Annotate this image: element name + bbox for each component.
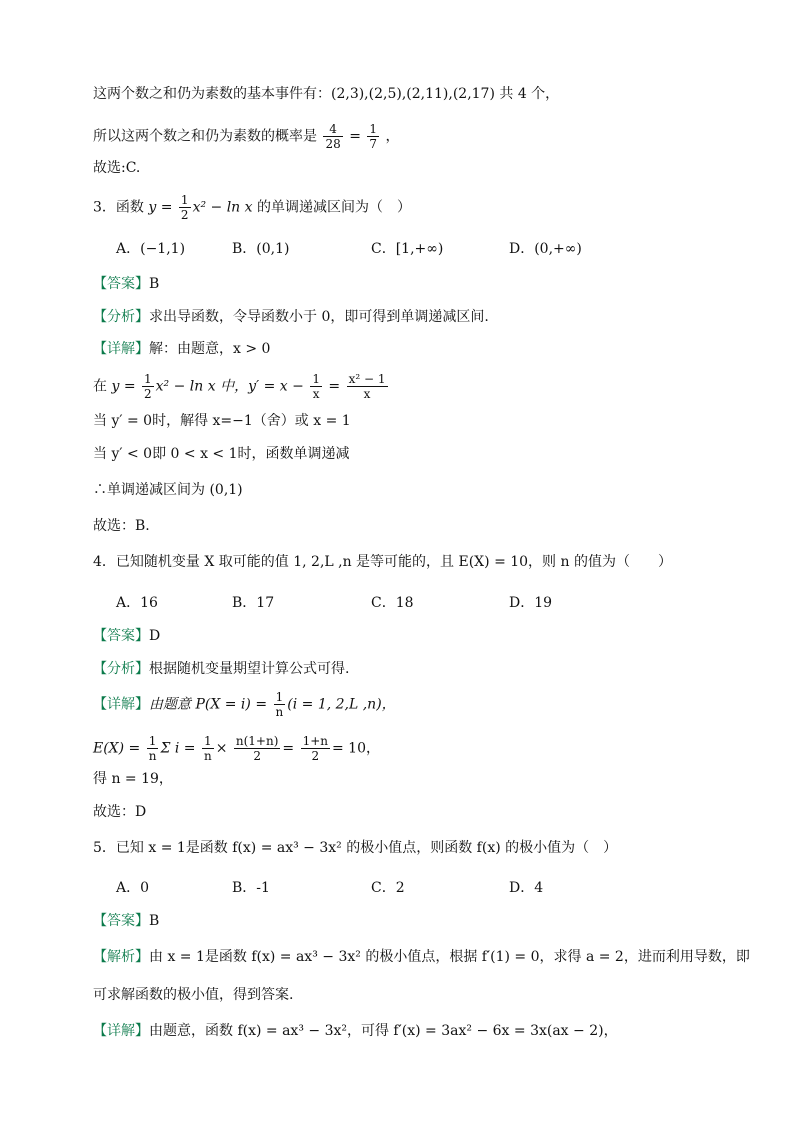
detail-text: 在: [93, 378, 107, 395]
fraction: $\frac{1}{2}$: [144, 372, 152, 401]
answer-line: [93, 274, 159, 294]
equals-sign: =: [328, 378, 341, 395]
detail-tag: 【详解】: [93, 341, 149, 357]
option-b: B．17: [232, 595, 275, 611]
math-text: = 10，: [332, 740, 380, 757]
math-text: Σ i =: [160, 740, 196, 757]
option-c: C．18: [371, 595, 414, 611]
math-text: x² − ln x 中，y′ = x −: [155, 378, 304, 395]
choice-line: 故选:C.: [93, 160, 141, 176]
question-3-stem: [93, 193, 411, 222]
fraction: $\frac{1+n}{2}$: [302, 734, 328, 763]
option-a: A．0: [116, 880, 150, 896]
option-d: D．4: [509, 880, 544, 896]
math-text: E(X) =: [93, 740, 141, 757]
detail-line: [93, 690, 396, 719]
question-number: 3．函数: [93, 199, 144, 216]
analysis-line: [93, 659, 349, 679]
fraction: $\frac{1}{x}$: [312, 372, 320, 401]
detail-line: ∴单调递减区间为 (0,1): [93, 482, 243, 498]
probability-text: 所以这两个数之和仍为素数的概率是: [93, 128, 317, 145]
answer-value: B: [149, 913, 160, 929]
option-a: A．16: [116, 595, 158, 611]
fraction: $\frac{1}{n}$: [148, 734, 157, 763]
analysis-line: [93, 947, 750, 967]
option-d: D．19: [509, 595, 553, 611]
detail-line: [93, 1021, 618, 1041]
math-text: y =: [111, 378, 136, 395]
question-4-stem: 4．已知随机变量 X 取可能的值 1, 2,L ,n 是等可能的，且 E(X) = 10，则 n 的值为（ ）: [93, 554, 672, 570]
equals-sign: =: [282, 740, 295, 757]
probability-line: [93, 122, 399, 151]
answer-line: [93, 911, 159, 931]
times-sign: ×: [215, 740, 228, 757]
detail-line: 得 n = 19，: [93, 771, 173, 787]
fraction: $\frac{n(1+n)}{2}$: [235, 734, 279, 763]
detail-line: 当 y′ = 0时，解得 x=−1（舍）或 x = 1: [93, 413, 351, 429]
fraction: $\frac{1}{2}$: [180, 193, 189, 222]
answer-value: B: [149, 276, 160, 292]
answer-value: D: [149, 628, 161, 644]
analysis-text: 根据随机变量期望计算公式可得.: [149, 661, 350, 677]
analysis-text: 求出导函数，令导函数小于 0，即可得到单调递减区间.: [149, 309, 489, 325]
option-b: B．-1: [232, 880, 270, 896]
choice-line: 故选：B.: [93, 518, 150, 534]
answer-tag: 【答案】: [93, 628, 149, 644]
analysis-tag: 【分析】: [93, 661, 149, 677]
answer-tag: 【答案】: [93, 276, 149, 292]
detail-line: [93, 339, 270, 359]
punctuation: ，: [385, 128, 400, 145]
option-b: B．(0,1): [232, 241, 290, 257]
fraction: $\frac{1}{7}$: [369, 122, 378, 151]
fraction: $\frac{\text{x² − 1}}{x}$: [348, 372, 386, 401]
fraction: $\frac{4}{28}$: [325, 122, 341, 151]
detail-tag: 【详解】: [93, 1023, 149, 1039]
analysis-line: 可求解函数的极小值，得到答案.: [93, 987, 294, 1003]
analysis-tag: 【解析】: [93, 949, 149, 965]
option-c: C．[1,+∞): [371, 241, 444, 257]
analysis-line: [93, 307, 489, 327]
expectation-line: [93, 734, 380, 763]
question-text: 的单调递减区间为（ ）: [257, 199, 411, 216]
choice-line: 故选：D: [93, 804, 147, 820]
answer-line: [93, 626, 160, 646]
equals-sign: =: [349, 128, 361, 145]
detail-text: 解：由题意，x > 0: [149, 341, 271, 357]
derivative-line: [93, 372, 390, 401]
math-text: 由题意 P(X = i) =: [149, 696, 268, 713]
fraction: $\frac{1}{n}$: [203, 734, 212, 763]
solution-line: 这两个数之和仍为素数的基本事件有：(2,3),(2,5),(2,11),(2,17) 共 4 个，: [93, 86, 560, 102]
option-d: D．(0,+∞): [509, 241, 582, 257]
detail-tag: 【详解】: [93, 696, 149, 713]
analysis-tag: 【分析】: [93, 309, 149, 325]
analysis-text: 由 x = 1是函数 f(x) = ax³ − 3x² 的极小值点，根据 f′(1) = 0，求得 a = 2，进而利用导数，即: [149, 949, 750, 965]
answer-tag: 【答案】: [93, 913, 149, 929]
math-text: x² − ln x: [192, 199, 253, 216]
detail-text: 由题意，函数 f(x) = ax³ − 3x²，可得 f′(x) = 3ax² − 6x = 3x(ax − 2)，: [149, 1023, 618, 1039]
option-a: A．(−1,1): [116, 241, 186, 257]
detail-line: 当 y′ < 0即 0 < x < 1时，函数单调递减: [93, 446, 350, 462]
math-text: y =: [148, 199, 173, 216]
fraction: $\frac{1}{n}$: [275, 690, 284, 719]
option-c: C．2: [371, 880, 405, 896]
math-text: (i = 1, 2,L ,n)，: [287, 696, 396, 713]
question-5-stem: 5．已知 x = 1是函数 f(x) = ax³ − 3x² 的极小值点，则函数 f(x) 的极小值为（ ）: [93, 840, 618, 856]
